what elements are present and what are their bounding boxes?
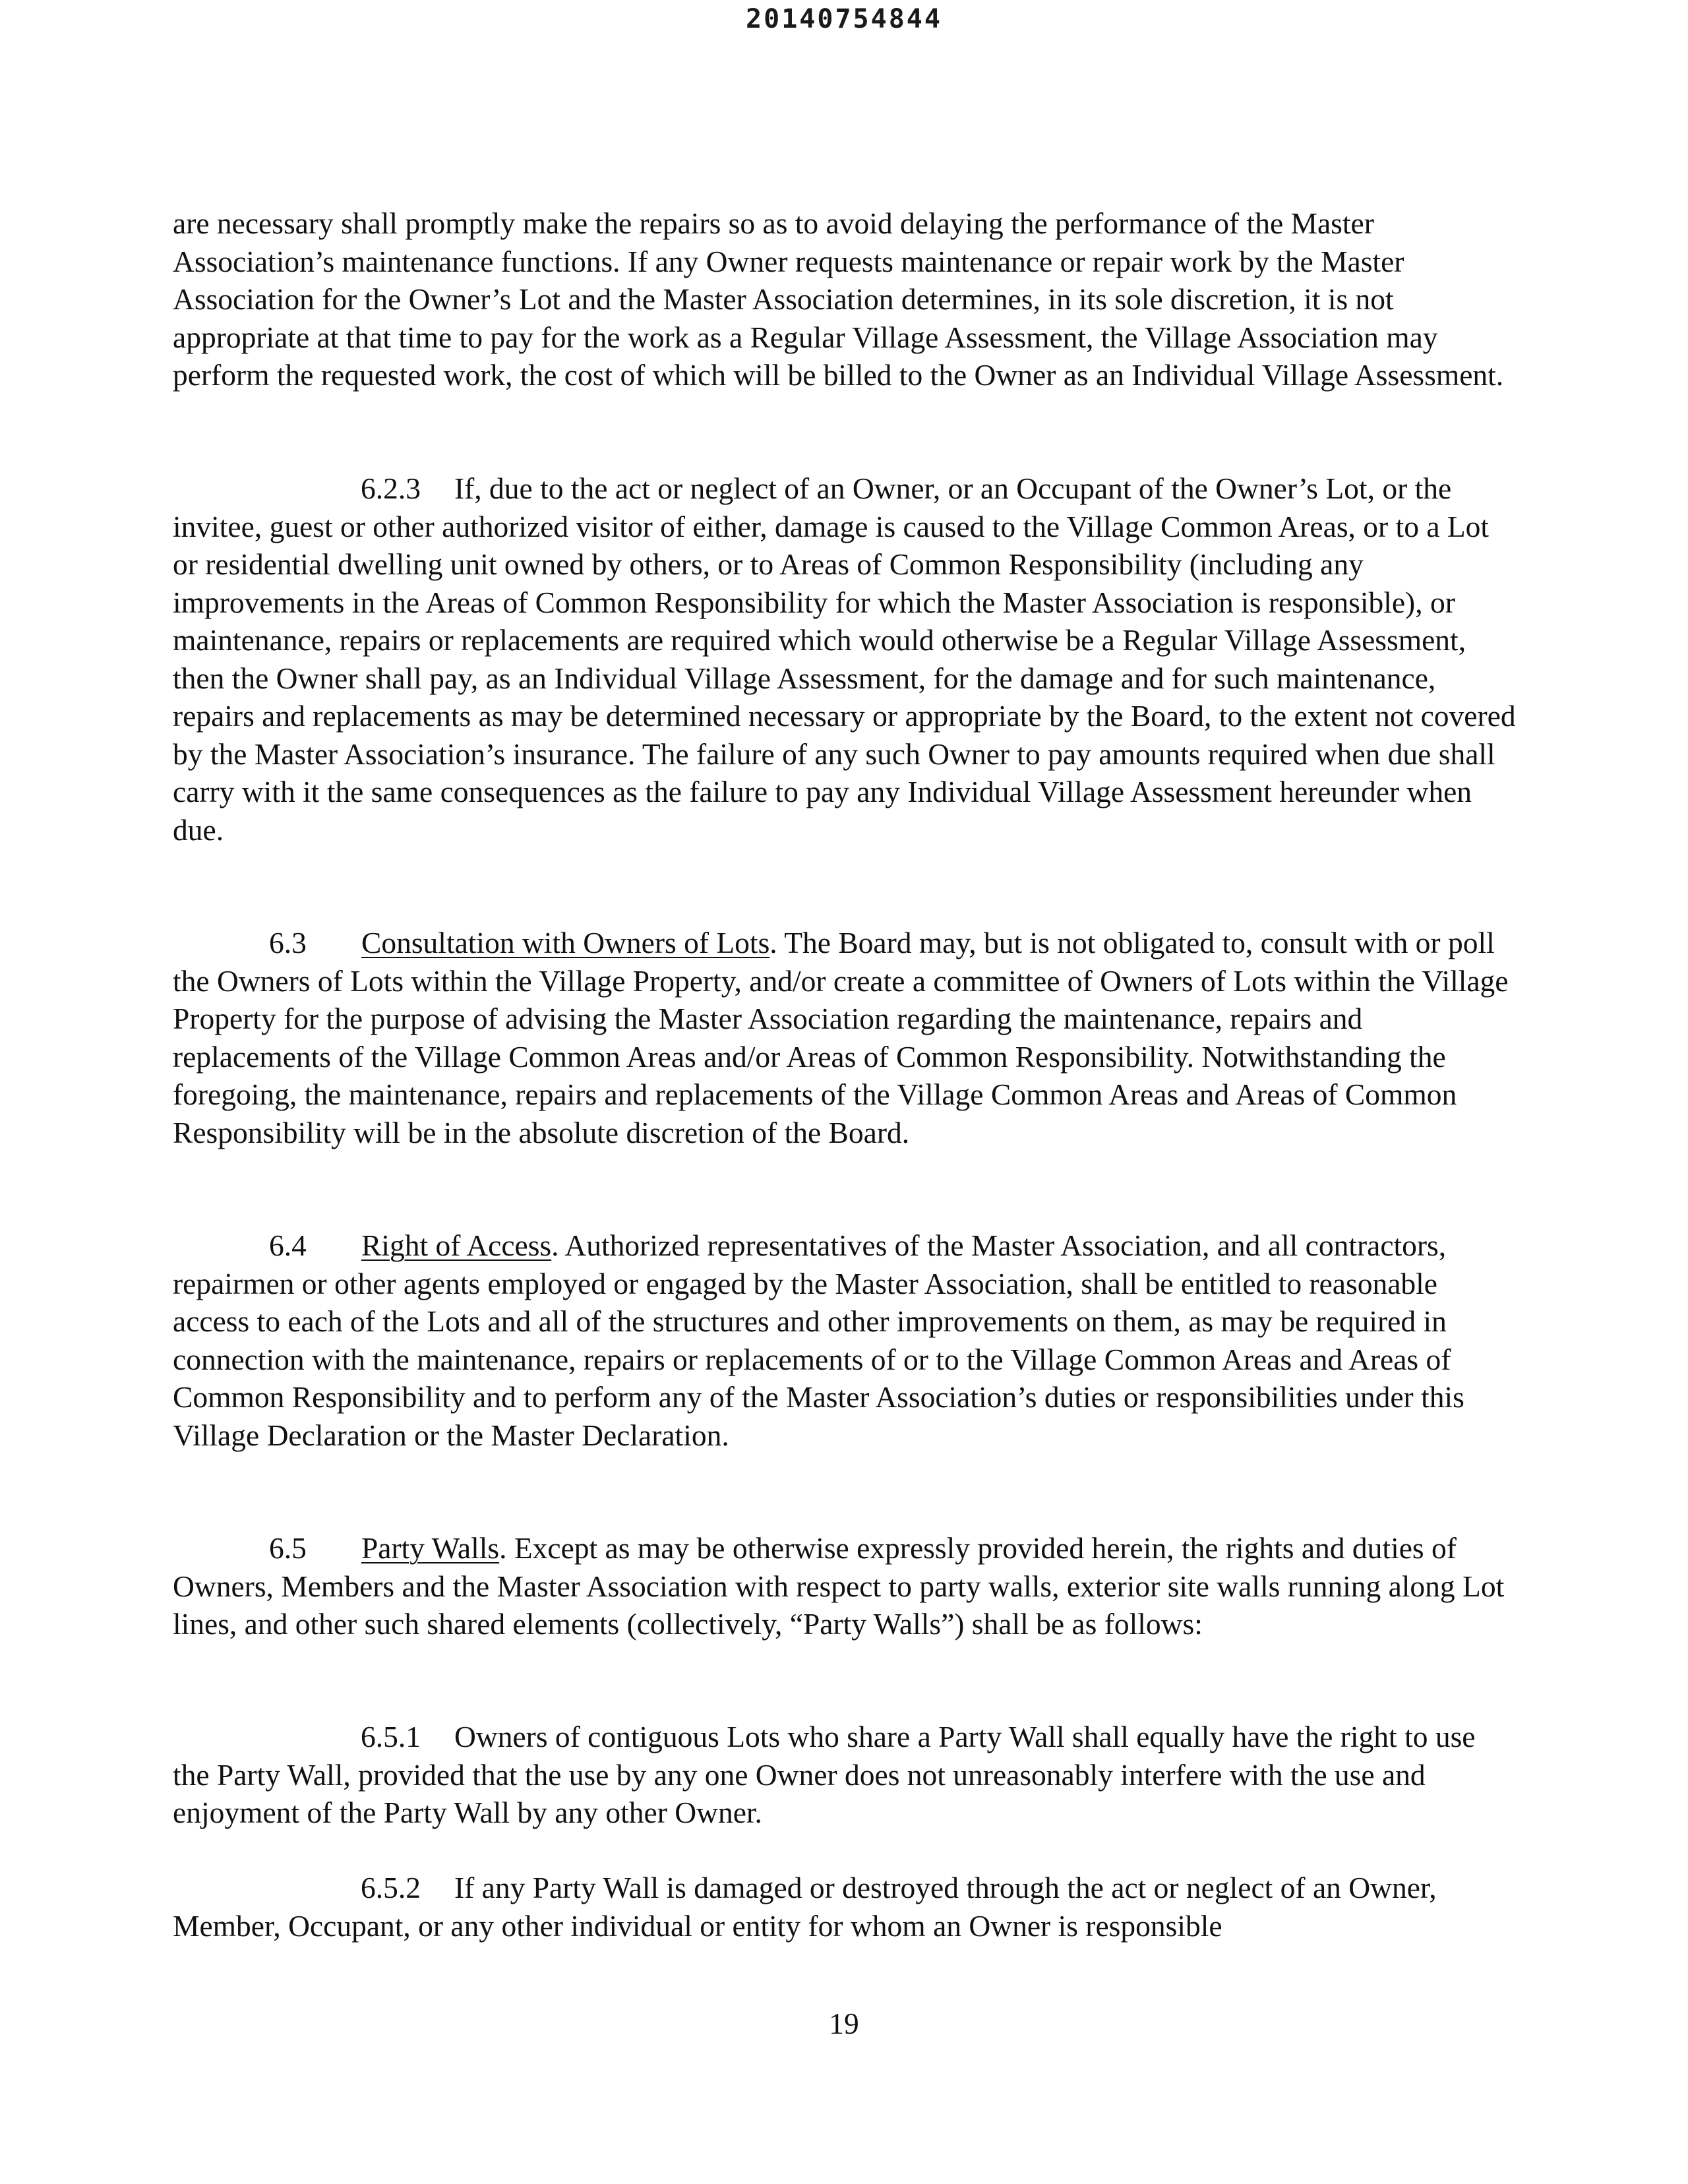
paragraph-text: Owners of contiguous Lots who share a Party Wall shall equally have the right to use the Party Wall, provided that the use by any one Owner does not unreasonably interfere with the use and enjoyment of the Party Wall by any other Owner. [173,1720,1476,1829]
section-6-5-2 [173,1869,1518,1945]
paragraph-text: . Except as may be otherwise expressly provided herein, the rights and duties of Owners, Members and the Master Association with respect to party walls, exterior site walls running along Lot lines, and other such shared elements (collectively, “Party Walls”) shall be as follows: [173,1531,1505,1641]
section-6-5 [173,1529,1518,1643]
section-6-2-3 [173,470,1518,849]
section-number: 6.3 [269,926,307,959]
section-6-5-1 [173,1718,1518,1832]
section-number: 6.4 [269,1228,307,1262]
section-number: 6.5.2 [361,1871,421,1904]
document-number: 20140754844 [746,4,942,34]
paragraph-text: . The Board may, but is not obligated to, consult with or poll the Owners of Lots within the Village Property, and/or create a committee of Owners of Lots within the Village Property for the purpose of advising the Master Association regarding the maintenance, repairs and replacements of the Village Common Areas and/or Areas of Common Responsibility. Notwithstanding the foregoing, the maintenance, repairs and replacements of the Village Common Areas and Areas of Common Responsibility will be in the absolute discretion of the Board. [173,926,1509,1149]
section-6-4 [173,1227,1518,1454]
paragraph-text: are necessary shall promptly make the repairs so as to avoid delaying the performance of the Master Association’s maintenance functions. If any Owner requests maintenance or repair work by the Master Association for the Owner’s Lot and the Master Association determines, in its sole discretion, it is not appropriate at that time to pay for the work as a Regular Village Assessment, the Village Association may perform the requested work, the cost of which will be billed to the Owner as an Individual Village Assessment. [173,206,1504,392]
section-heading: Right of Access [361,1228,552,1262]
paragraph-text: If, due to the act or neglect of an Owner, or an Occupant of the Owner’s Lot, or the invitee, guest or other authorized visitor of either, damage is caused to the Village Common Areas, or to a Lot or residential dwelling unit owned by others, or to Areas of Common Responsibility (including any improvements in the Areas of Common Responsibility for which the Master Association is responsible), or maintenance, repairs or replacements are required which would otherwise be a Regular Village Assessment, then the Owner shall pay, as an Individual Village Assessment, for the damage and for such maintenance, repairs and replacements as may be determined necessary or appropriate by the Board, to the extent not covered by the Master Association’s insurance. The failure of any such Owner to pay amounts required when due shall carry with it the same consequences as the failure to pay any Individual Village Assessment hereunder when due. [173,471,1516,847]
paragraph-text: . Authorized representatives of the Master Association, and all contractors, repairmen or other agents employed or engaged by the Master Association, shall be entitled to reasonable access to each of the Lots and all of the structures and other improvements on them, as may be required in connection with the maintenance, repairs or replacements of or to the Village Common Areas and Areas of Common Responsibility and to perform any of the Master Association’s duties or responsibilities under this Village Declaration or the Master Declaration. [173,1228,1464,1452]
section-heading: Consultation with Owners of Lots [361,926,770,959]
section-6-3 [173,924,1518,1151]
section-heading: Party Walls [361,1531,500,1565]
page-number: 19 [829,2007,859,2040]
section-number: 6.5.1 [361,1720,421,1753]
paragraph-continuation [173,204,1518,394]
paragraph-text: If any Party Wall is damaged or destroyed through the act or neglect of an Owner, Member, Occupant, or any other individual or entity for whom an Owner is responsible [173,1871,1437,1943]
section-number: 6.2.3 [361,471,421,505]
section-number: 6.5 [269,1531,307,1565]
